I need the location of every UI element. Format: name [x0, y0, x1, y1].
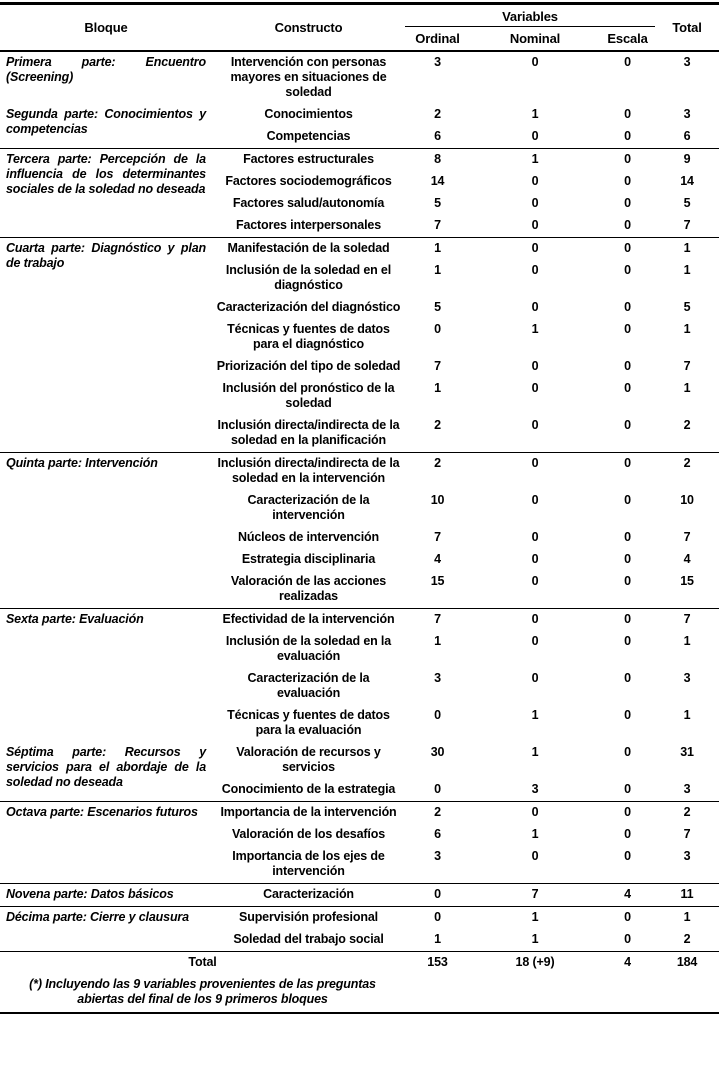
table-row — [0, 609, 719, 632]
ordinal-value-cell: 0 — [434, 322, 441, 336]
nominal-value-cell: 0 — [531, 55, 539, 69]
total-value-cell: 5 — [683, 196, 691, 210]
escala-value-cell: 0 — [624, 300, 631, 314]
constructo-cell: Caracterización de la intervención — [247, 493, 370, 522]
constructo-cell: Manifestación de la soledad — [212, 238, 405, 261]
ordinal-value-cell: 5 — [434, 300, 441, 314]
total-value-cell: 4 — [683, 552, 691, 566]
bloque-cell: Décima parte: Cierre y clausura — [0, 907, 212, 952]
ordinal-value-cell: 3 — [434, 55, 441, 69]
nominal-value-cell: 0 — [531, 381, 539, 395]
escala-value-cell: 0 — [600, 238, 655, 261]
escala-value-cell: 0 — [624, 530, 631, 544]
nominal-value-cell: 0 — [531, 671, 539, 685]
table-row — [0, 802, 719, 825]
constructo-cell: Caracterización del diagnóstico — [216, 300, 401, 314]
footnote-row — [0, 974, 719, 1013]
ordinal-value-cell: 2 — [434, 418, 441, 432]
table-row — [0, 104, 719, 126]
constructo-cell: Técnicas y fuentes de datos para el diagnóstico — [227, 322, 390, 351]
escala-value-cell: 0 — [600, 802, 655, 825]
total-value-cell: 9 — [655, 149, 719, 172]
total-value-cell: 1 — [655, 907, 719, 930]
table-body — [0, 51, 719, 952]
col-header-escala: Escala — [600, 27, 655, 52]
table-row — [0, 51, 719, 104]
total-value-cell: 15 — [680, 574, 694, 588]
ordinal-value-cell: 7 — [434, 530, 441, 544]
total-value-cell: 1 — [683, 263, 691, 277]
bloque-cell: Quinta parte: Intervención — [0, 453, 212, 609]
escala-value-cell: 0 — [624, 55, 631, 69]
total-value-cell: 5 — [683, 300, 691, 314]
escala-value-cell: 0 — [624, 708, 631, 722]
constructo-cell: Supervisión profesional — [212, 907, 405, 930]
ordinal-value-cell: 10 — [430, 493, 445, 507]
total-value-cell: 2 — [683, 932, 691, 946]
constructo-cell: Caracterización — [212, 884, 405, 907]
header-row-1 — [0, 4, 719, 27]
ordinal-value-cell: 7 — [405, 609, 470, 632]
ordinal-value-cell: 1 — [434, 381, 441, 395]
variables-table — [0, 2, 719, 1014]
table-footnote: (*) Incluyendo las 9 variables provenientes de las preguntas abiertas del final de los 9 primeros bloques — [0, 974, 405, 1013]
escala-value-cell: 0 — [624, 932, 631, 946]
nominal-value-cell: 0 — [531, 300, 539, 314]
nominal-value-cell: 1 — [470, 149, 600, 172]
constructo-cell: Estrategia disciplinaria — [241, 552, 376, 566]
nominal-value-cell: 0 — [470, 609, 600, 632]
constructo-cell: Inclusión directa/indirecta de la soledad en la planificación — [217, 418, 400, 447]
ordinal-value-cell: 6 — [434, 827, 441, 841]
total-nominal-value: 18 (+9) — [470, 952, 600, 975]
total-value-cell: 1 — [655, 238, 719, 261]
col-header-ordinal: Ordinal — [405, 27, 470, 52]
total-value-cell: 7 — [683, 359, 691, 373]
constructo-cell: Conocimiento de la estrategia — [221, 782, 396, 796]
nominal-value-cell: 0 — [531, 530, 539, 544]
table-row — [0, 742, 719, 779]
total-value-cell: 1 — [683, 708, 691, 722]
nominal-value-cell: 0 — [531, 263, 539, 277]
nominal-value-cell: 1 — [531, 745, 539, 759]
col-header-constructo: Constructo — [212, 4, 405, 52]
ordinal-value-cell: 2 — [434, 107, 441, 121]
constructo-cell: Valoración de los desafíos — [231, 827, 386, 841]
escala-value-cell: 0 — [600, 453, 655, 491]
nominal-value-cell: 1 — [531, 708, 539, 722]
escala-value-cell: 0 — [624, 552, 631, 566]
total-value-cell: 7 — [655, 609, 719, 632]
total-ordinal-value: 153 — [405, 952, 470, 975]
ordinal-value-cell: 1 — [405, 238, 470, 261]
constructo-cell: Núcleos de intervención — [237, 530, 380, 544]
total-value-cell: 7 — [683, 218, 691, 232]
bloque-cell: Séptima parte: Recursos y servicios para el abordaje de la soledad no deseada — [6, 745, 206, 789]
table-row — [0, 453, 719, 491]
col-header-bloque: Bloque — [0, 4, 212, 52]
nominal-value-cell: 0 — [531, 174, 539, 188]
ordinal-value-cell: 2 — [405, 802, 470, 825]
total-value-cell: 3 — [683, 849, 691, 863]
escala-value-cell: 0 — [624, 107, 631, 121]
bloque-cell: Cuarta parte: Diagnóstico y plan de trabajo — [0, 238, 212, 453]
table-row — [0, 884, 719, 907]
total-label: Total — [0, 952, 405, 975]
total-row — [0, 952, 719, 975]
escala-value-cell: 0 — [600, 907, 655, 930]
nominal-value-cell: 1 — [470, 907, 600, 930]
bloque-cell: Primera parte: Encuentro (Screening) — [6, 55, 206, 84]
total-total-value: 184 — [655, 952, 719, 975]
ordinal-value-cell: 5 — [434, 196, 441, 210]
constructo-cell: Soledad del trabajo social — [233, 932, 384, 946]
ordinal-value-cell: 8 — [405, 149, 470, 172]
bloque-cell: Segunda parte: Conocimientos y competencias — [6, 107, 206, 136]
bloque-cell: Sexta parte: Evaluación — [0, 609, 212, 743]
table-row — [0, 149, 719, 172]
total-value-cell: 2 — [683, 418, 691, 432]
constructo-cell: Inclusión del pronóstico de la soledad — [222, 381, 395, 410]
ordinal-value-cell: 14 — [430, 174, 445, 188]
table-header — [0, 4, 719, 52]
constructo-cell: Intervención con personas mayores en situaciones de soledad — [230, 55, 387, 99]
escala-value-cell: 0 — [624, 263, 631, 277]
ordinal-value-cell: 0 — [434, 782, 441, 796]
total-value-cell: 11 — [655, 884, 719, 907]
nominal-value-cell: 1 — [531, 107, 539, 121]
ordinal-value-cell: 2 — [405, 453, 470, 491]
escala-value-cell: 0 — [624, 849, 631, 863]
nominal-value-cell: 0 — [531, 359, 539, 373]
escala-value-cell: 4 — [600, 884, 655, 907]
total-value-cell: 10 — [680, 493, 694, 507]
escala-value-cell: 0 — [600, 609, 655, 632]
ordinal-value-cell: 15 — [430, 574, 445, 588]
constructo-cell: Inclusión de la soledad en la evaluación — [225, 634, 392, 663]
constructo-cell: Conocimientos — [264, 107, 353, 121]
escala-value-cell: 0 — [624, 574, 631, 588]
escala-value-cell: 0 — [624, 745, 631, 759]
col-header-total: Total — [655, 4, 719, 52]
ordinal-value-cell: 7 — [434, 359, 441, 373]
nominal-value-cell: 1 — [531, 932, 539, 946]
total-value-cell: 3 — [683, 671, 691, 685]
total-escala-value: 4 — [600, 952, 655, 975]
bloque-cell: Tercera parte: Percepción de la influencia de los determinantes sociales de la soledad no deseada — [0, 149, 212, 238]
footnote-spacer — [405, 974, 719, 1013]
ordinal-value-cell: 0 — [434, 708, 441, 722]
nominal-value-cell: 0 — [531, 574, 539, 588]
nominal-value-cell: 0 — [531, 552, 539, 566]
escala-value-cell: 0 — [624, 827, 631, 841]
constructo-cell: Caracterización de la evaluación — [247, 671, 370, 700]
bloque-cell: Novena parte: Datos básicos — [0, 884, 212, 907]
nominal-value-cell: 0 — [531, 218, 539, 232]
nominal-value-cell: 0 — [470, 802, 600, 825]
constructo-cell: Factores estructurales — [212, 149, 405, 172]
constructo-cell: Técnicas y fuentes de datos para la evaluación — [227, 708, 390, 737]
nominal-value-cell: 7 — [470, 884, 600, 907]
table-row — [0, 238, 719, 261]
ordinal-value-cell: 1 — [434, 932, 441, 946]
constructo-cell: Competencias — [266, 129, 351, 143]
total-value-cell: 2 — [655, 453, 719, 491]
nominal-value-cell: 0 — [470, 238, 600, 261]
total-value-cell: 1 — [683, 381, 691, 395]
escala-value-cell: 0 — [624, 196, 631, 210]
constructo-cell: Valoración de recursos y servicios — [236, 745, 381, 774]
escala-value-cell: 0 — [624, 322, 631, 336]
escala-value-cell: 0 — [624, 418, 631, 432]
total-value-cell: 31 — [680, 745, 694, 759]
nominal-value-cell: 1 — [531, 322, 539, 336]
total-value-cell: 3 — [683, 55, 691, 69]
ordinal-value-cell: 6 — [434, 129, 441, 143]
constructo-cell: Factores salud/autonomía — [232, 196, 385, 210]
nominal-value-cell: 0 — [531, 418, 539, 432]
escala-value-cell: 0 — [624, 493, 631, 507]
ordinal-value-cell: 1 — [434, 634, 441, 648]
constructo-cell: Efectividad de la intervención — [212, 609, 405, 632]
constructo-cell: Valoración de las acciones realizadas — [230, 574, 387, 603]
bloque-cell: Octava parte: Escenarios futuros — [0, 802, 212, 884]
col-header-variables-group: Variables — [405, 4, 655, 27]
total-value-cell: 7 — [683, 530, 691, 544]
escala-value-cell: 0 — [624, 174, 631, 188]
escala-value-cell: 0 — [624, 782, 631, 796]
nominal-value-cell: 1 — [531, 827, 539, 841]
nominal-value-cell: 0 — [531, 196, 539, 210]
total-value-cell: 7 — [683, 827, 691, 841]
ordinal-value-cell: 1 — [434, 263, 441, 277]
total-value-cell: 2 — [655, 802, 719, 825]
ordinal-value-cell: 0 — [405, 884, 470, 907]
ordinal-value-cell: 3 — [434, 849, 441, 863]
total-value-cell: 1 — [683, 322, 691, 336]
constructo-cell: Inclusión de la soledad en el diagnóstico — [225, 263, 392, 292]
nominal-value-cell: 0 — [470, 453, 600, 491]
nominal-value-cell: 0 — [531, 129, 539, 143]
escala-value-cell: 0 — [600, 149, 655, 172]
nominal-value-cell: 0 — [531, 493, 539, 507]
escala-value-cell: 0 — [624, 359, 631, 373]
escala-value-cell: 0 — [624, 634, 631, 648]
ordinal-value-cell: 7 — [434, 218, 441, 232]
col-header-nominal: Nominal — [470, 27, 600, 52]
nominal-value-cell: 3 — [531, 782, 539, 796]
total-value-cell: 1 — [683, 634, 691, 648]
total-value-cell: 3 — [683, 107, 691, 121]
ordinal-value-cell: 4 — [434, 552, 441, 566]
nominal-value-cell: 0 — [531, 849, 539, 863]
total-value-cell: 6 — [683, 129, 691, 143]
constructo-cell: Importancia de la intervención — [212, 802, 405, 825]
table-foot — [0, 952, 719, 1014]
ordinal-value-cell: 30 — [430, 745, 445, 759]
table-row — [0, 907, 719, 930]
total-value-cell: 3 — [683, 782, 691, 796]
ordinal-value-cell: 3 — [434, 671, 441, 685]
constructo-cell: Importancia de los ejes de intervención — [232, 849, 385, 878]
escala-value-cell: 0 — [624, 218, 631, 232]
total-value-cell: 14 — [680, 174, 694, 188]
constructo-cell: Factores interpersonales — [235, 218, 382, 232]
ordinal-value-cell: 0 — [405, 907, 470, 930]
nominal-value-cell: 0 — [531, 634, 539, 648]
constructo-cell: Factores sociodemográficos — [225, 174, 392, 188]
escala-value-cell: 0 — [624, 671, 631, 685]
escala-value-cell: 0 — [624, 381, 631, 395]
constructo-cell: Inclusión directa/indirecta de la soledad en la intervención — [212, 453, 405, 491]
constructo-cell: Priorización del tipo de soledad — [216, 359, 401, 373]
escala-value-cell: 0 — [624, 129, 631, 143]
